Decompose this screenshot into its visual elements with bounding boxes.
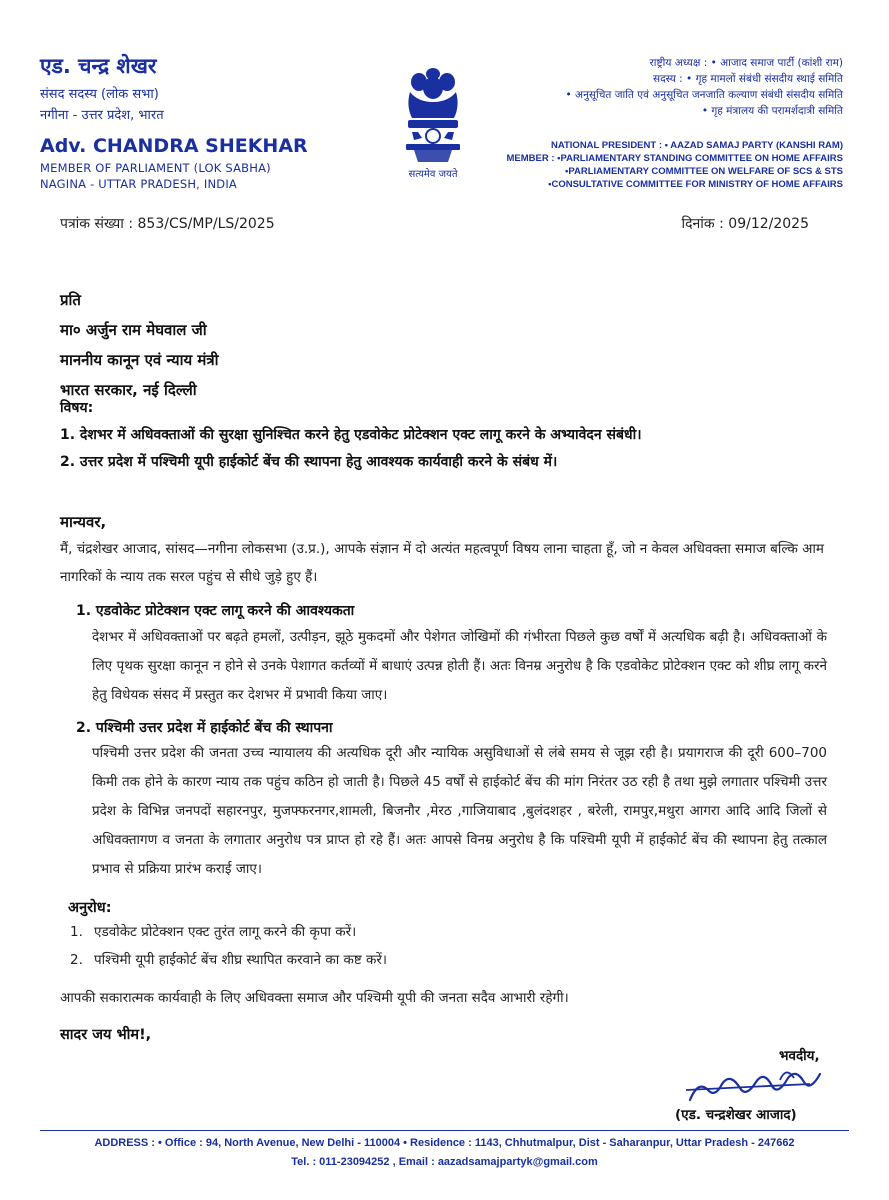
- request-item: [70, 950, 387, 968]
- bhavdiya-label: भवदीय,: [779, 1048, 820, 1064]
- addressee-line: माननीय कानून एवं न्याय मंत्री: [60, 351, 219, 369]
- hindi-constituency: नगीना - उत्तर प्रदेश, भारत: [40, 108, 164, 123]
- letter-date: दिनांक : 09/12/2025: [681, 216, 809, 232]
- english-role-4: •CONSULTATIVE COMMITTEE FOR MINISTRY OF HOME AFFAIRS: [548, 179, 843, 190]
- hindi-designation: संसद सदस्य (लोक सभा): [40, 87, 159, 102]
- closing-line: आपकी सकारात्मक कार्यवाही के लिए अधिवक्ता समाज और पश्चिमी यूपी की जनता सदैव आभारी रहेगी।: [60, 990, 569, 1006]
- request-number: 2.: [70, 952, 83, 968]
- english-role-3: •PARLIAMENTARY COMMITTEE ON WELFARE OF SCS & STS: [565, 166, 843, 177]
- addressee-line: मा० अर्जुन राम मेघवाल जी: [60, 321, 207, 339]
- section-body: पश्चिमी उत्तर प्रदेश की जनता उच्च न्यायालय की अत्यधिक दूरी और न्यायिक असुविधाओं से लंबे समय से जूझ रही है। प्रयागराज की दूरी 600–700 किमी तक होने के कारण न्याय तक पहुंच कठिन हो जाती है। पिछले 45 वर्षों से हाईकोर्ट बेंच की मांग निरंतर उठ रही है तथा मुझे लगातार पश्चिमी उत्तर प्रदेश के विभिन्न जनपदों सहारनपुर, मुजफ्फरनगर,शामली, बिजनौर ,मेरठ ,गाजियाबाद ,बुलंदशहर , बरेली, रामपुर,मथुरा आगरा आदि आदि जिलों से अधिवक्तागण व जनता के लगातार अनुरोध पत्र प्राप्त हो रहे हैं। अतः आपसे विनम्र अनुरोध है कि पश्चिमी यूपी में हाईकोर्ट बेंच की स्थापना हेतु तत्काल प्रभाव से प्रक्रिया प्रारंभ कराई जाए।: [92, 745, 827, 877]
- salutation: मान्यवर,: [60, 513, 107, 531]
- english-role-2: MEMBER : •PARLIAMENTARY STANDING COMMITTEE ON HOME AFFAIRS: [506, 153, 843, 164]
- footer-divider: [40, 1130, 849, 1131]
- request-number: 1.: [70, 924, 83, 940]
- hindi-name: एड. चन्द्र शेखर: [40, 54, 157, 78]
- english-name: Adv. CHANDRA SHEKHAR: [40, 135, 308, 157]
- english-designation: MEMBER OF PARLIAMENT (LOK SABHA): [40, 161, 271, 175]
- signed-name: (एड. चन्द्रशेखर आजाद): [675, 1107, 797, 1123]
- hindi-role-1: राष्ट्रीय अध्यक्ष : • आजाद समाज पार्टी (कांशी राम): [649, 57, 843, 69]
- hindi-role-2: सदस्य : • गृह मामलों संबंधी संसदीय स्थाई समिति: [653, 73, 843, 85]
- reference-row: [60, 214, 809, 233]
- subject-label: विषय:: [60, 400, 94, 416]
- subject-block: [60, 398, 840, 479]
- emblem-motto: सत्यमेव जयते: [408, 169, 458, 180]
- addressee-line: प्रति: [60, 291, 81, 309]
- letterhead-left: [40, 52, 360, 193]
- intro-paragraph: मैं, चंद्रशेखर आजाद, सांसद—नगीना लोकसभा (उ.प्र.), आपके संज्ञान में दो अत्यंत महत्वपूर्ण विषय लाना चाहता हूँ, जो न केवल अधिवक्ता समाज बल्कि आम नागरिकों के न्याय तक सरल पहुंच से सीधे जुड़े हुए हैं।: [60, 541, 824, 585]
- subject-point: 1. देशभर में अधिवक्ताओं की सुरक्षा सुनिश्चित करने हेतु एडवोकेट प्रोटेक्शन एक्ट लागू करने के अभ्यावेदन संबंधी।: [60, 427, 642, 443]
- section-body: देशभर में अधिवक्ताओं पर बढ़ते हमलों, उत्पीड़न, झूठे मुकदमों और पेशेगत जोखिमों की गंभीरता पिछले कुछ वर्षों में अत्यधिक बढ़ी है। अधिवक्ताओं के लिए पृथक सुरक्षा कानून न होने से उनके पेशागत कर्तव्यों में बाधाएं उत्पन्न होती हैं। अतः विनम्र अनुरोध है कि एडवोकेट प्रोटेक्शन एक्ट को शीघ्र लागू करने हेतु विधेयक संसद में प्रस्तुत कर देशभर में प्रभावी किया जाए।: [92, 629, 827, 703]
- national-emblem-icon: [392, 62, 474, 180]
- reference-number: पत्रांक संख्या : 853/CS/MP/LS/2025: [60, 216, 275, 232]
- addressee-line: भारत सरकार, नई दिल्ली: [60, 381, 197, 399]
- addressee-block: [60, 290, 560, 410]
- english-constituency: NAGINA - UTTAR PRADESH, INDIA: [40, 177, 237, 191]
- letterhead-right: [483, 54, 843, 192]
- hindi-role-4: • गृह मंत्रालय की परामर्शदात्री समिति: [701, 105, 843, 117]
- section-heading: 2. पश्चिमी उत्तर प्रदेश में हाईकोर्ट बेंच की स्थापना: [76, 720, 333, 736]
- footer-contact: Tel. : 011-23094252 , Email : aazadsamajpartyk@gmail.com: [291, 1156, 598, 1168]
- request-text: पश्चिमी यूपी हाईकोर्ट बेंच शीघ्र स्थापित करवाने का कष्ट करें।: [94, 952, 388, 968]
- english-role-1: NATIONAL PRESIDENT : • AAZAD SAMAJ PARTY (KANSHI RAM): [550, 140, 843, 151]
- request-text: एडवोकेट प्रोटेक्शन एक्ट तुरंत लागू करने की कृपा करें।: [94, 924, 357, 940]
- footer-address: ADDRESS : • Office : 94, North Avenue, New Delhi - 110004 • Residence : 1143, Chhutmalpur, Dist - Saharanpur, Uttar Pradesh - 247662: [94, 1137, 795, 1149]
- sign-off: सादर जय भीम!,: [60, 1027, 152, 1043]
- subject-point: 2. उत्तर प्रदेश में पश्चिमी यूपी हाईकोर्ट बेंच की स्थापना हेतु आवश्यक कार्यवाही करने के संबंध में।: [60, 454, 558, 470]
- section-heading: 1. एडवोकेट प्रोटेक्शन एक्ट लागू करने की आवश्यकता: [76, 603, 355, 619]
- request-item: [70, 922, 356, 940]
- hindi-role-3: • अनुसूचित जाति एवं अनुसूचित जनजाति कल्याण संबंधी संसदीय समिति: [565, 89, 843, 101]
- handwritten-signature-icon: [660, 1060, 840, 1110]
- requests-heading: अनुरोध:: [68, 900, 112, 916]
